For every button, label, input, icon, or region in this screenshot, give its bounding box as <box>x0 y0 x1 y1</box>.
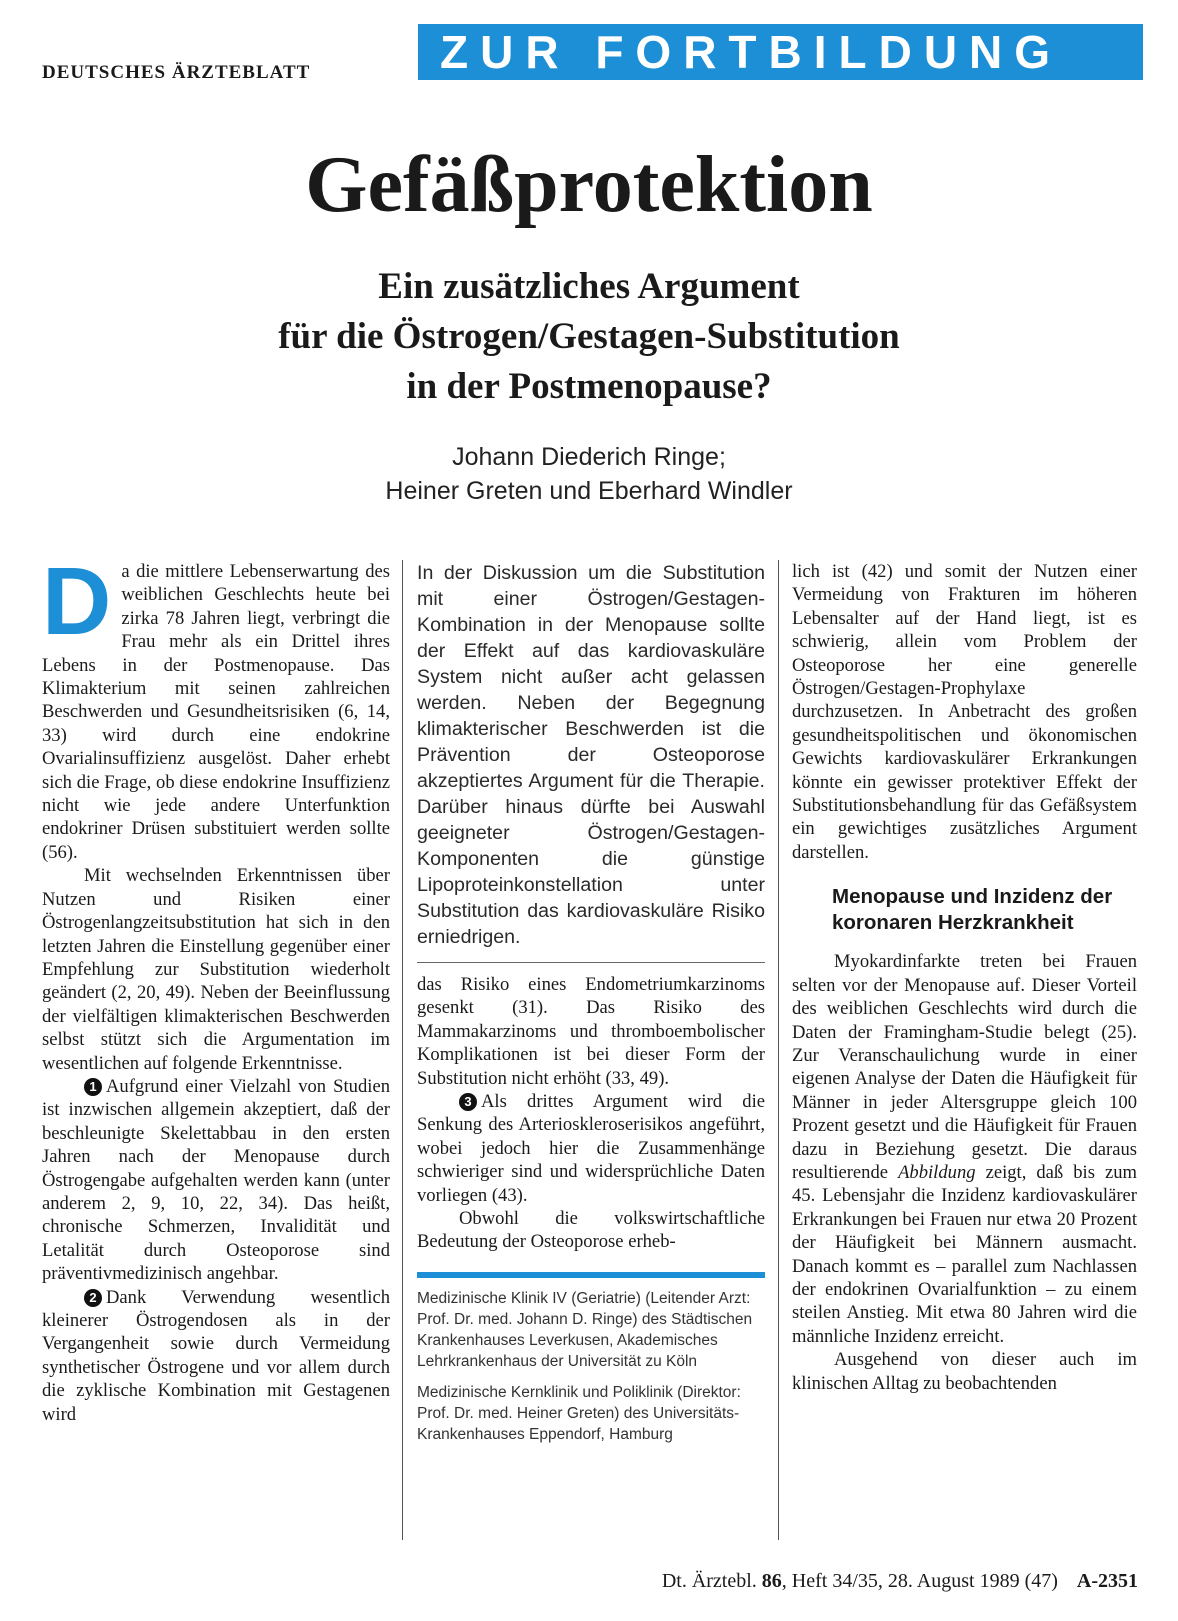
paragraph-text: Dank Verwendung wesentlich kleinerer Östrogendosen als in der Vergangenheit sowie durch Vermeidung synthetischer Östrogene und vor allem durch die zyklische Kombination mit Gestagenen wird <box>42 1286 390 1425</box>
author-line: Heiner Greten und Eberhard Windler <box>385 477 793 505</box>
paragraph-text: a die mittlere Lebenserwartung des weiblichen Geschlechts heute bei zirka 78 Jahren liegt, verbringt die Frau mehr als ein Drittel ihres Lebens in der Postmenopause. Das Klimakterium mit seinen zahlreichen Beschwerden und Gesundheitsrisiken (6, 14, 33) wird durch eine endokrine Ovarialinsuffizienz ausgelöst. Daher erhebt sich die Frage, ob diese endokrine Insuffizienz nicht wie jede andere Unterfunktion endokriner Drüsen substituiert werden sollte (56). <box>42 561 390 863</box>
paragraph <box>792 950 1137 1348</box>
affiliation: Medizinische Klinik IV (Geriatrie) (Leitender Arzt: Prof. Dr. med. Johann D. Ringe) des Städtischen Krankenhauses Leverkusen, Akademisches Lehrkrankenhaus der Universität zu Köln <box>417 1289 753 1370</box>
footer-issue: , Heft 34/35, 28. August 1989 (47) <box>781 1570 1058 1592</box>
footer-journal: Dt. Ärztebl. <box>661 1570 757 1592</box>
article-authors <box>0 440 1178 508</box>
paragraph-text: Aufgrund einer Vielzahl von Studien ist inzwischen allgemein akzeptiert, daß der beschleunigte Skelettabbau in den ersten Jahren nach der Menopause durch Östrogengabe aufgehalten werden kann (unter anderem 2, 9, 10, 22, 34). Das heißt, chronische Schmerzen, Invalidität und Letalität durch Osteoporose sind präventivmedizinisch angehbar. <box>42 1075 390 1285</box>
paragraph <box>42 548 390 864</box>
article-title: Gefäßprotektion <box>305 141 873 229</box>
paragraph-text: Myokardinfarkte treten bei Frauen selten vor der Menopause auf. Dieser Vorteil des weiblichen Geschlechts wird durch die Daten der Framingham-Studie belegt (25). Zur Veranschaulichung wurde in einer eigenen Analyse der Daten die Häufigkeit für Männer in jeder Altersgruppe gleich 100 Prozent gesetzt und die Häufigkeit für Frauen dazu in Beziehung gesetzt. Die daraus resultierende <box>792 951 1137 1183</box>
number-badge-icon: 1 <box>84 1078 102 1096</box>
paragraph <box>417 1090 765 1207</box>
footer-volume: 86 <box>761 1570 782 1592</box>
paragraph-text: zeigt, daß bis zum 45. Lebensjahr die Inzidenz kardiovaskulärer Erkrankungen bei Frauen nur etwa 20 Prozent der Häufigkeit bei Männern ausmacht. Danach kommt es – parallel zum Nachlassen der endokrinen Ovarialfunktion – zu einem steilen Anstieg. Mit etwa 80 Jahren wird die männliche Inzidenz erreicht. <box>792 1161 1137 1347</box>
column-divider <box>778 560 779 1540</box>
subtitle-line: in der Postmenopause? <box>406 366 772 407</box>
article-subtitle <box>0 262 1178 412</box>
number-badge-icon: 2 <box>84 1289 102 1307</box>
journal-name: DEUTSCHES ÄRZTEBLATT <box>42 62 311 83</box>
column-1 <box>42 548 390 1426</box>
page-footer <box>662 1570 1138 1593</box>
subtitle-line: für die Östrogen/Gestagen-Substitution <box>278 316 900 357</box>
affiliation: Medizinische Kernklinik und Poliklinik (Direktor: Prof. Dr. med. Heiner Greten) des Universitäts-Krankenhauses Eppendorf, Hamburg <box>417 1383 741 1443</box>
paragraph-text: Als drittes Argument wird die Senkung des Arterioskleroserisikos angeführt, wobei jedoch hier die Zusammenhänge schwieriger sind und widersprüchliche Daten vorliegen (43). <box>417 1091 765 1206</box>
paragraph: Obwohl die volkswirtschaftliche Bedeutung der Osteoporose erheb- <box>417 1208 765 1253</box>
subtitle-line: Ein zusätzliches Argument <box>378 266 800 307</box>
section-heading: Menopause und Inzidenz der koronaren Herzkrankheit <box>832 885 1113 935</box>
abstract-box: In der Diskussion um die Substitution mit einer Östrogen/Gestagen-Kombination in der Menopause sollte der Effekt auf das kardiovaskuläre System nicht außer acht gelassen werden. Neben der Begegnung klimakterischer Beschwerden ist die Prävention der Osteoporose akzeptiertes Argument für die Therapie. Darüber hinaus dürfte bei Auswahl geeigneter Östrogen/Gestagen-Komponenten die günstige Lipoproteinkonstellation unter Substitution das kardiovaskuläre Risiko erniedrigen. <box>417 562 765 948</box>
section-banner: ZUR FORTBILDUNG <box>418 24 1143 80</box>
column-3 <box>792 560 1137 1395</box>
author-line: Johann Diederich Ringe; <box>452 443 726 471</box>
figure-reference: Abbildung <box>898 1161 976 1183</box>
number-badge-icon: 3 <box>459 1093 477 1111</box>
column-divider <box>402 560 403 1540</box>
paragraph <box>42 1286 390 1426</box>
paragraph: Mit wechselnden Erkenntnissen über Nutzen und Risiken einer Östrogenlangzeitsubstitution hat sich in den letzten Jahren die Einstellung gegenüber einer Empfehlung zur Substitution wiederholt geändert (2, 20, 49). Neben der Beeinflussung der vielfältigen klimakterischen Beschwerden selbst stützt sich die Argumentation im wesentlichen auf folgende Erkenntnisse. <box>42 865 390 1074</box>
paragraph: lich ist (42) und somit der Nutzen einer Vermeidung von Frakturen im höheren Lebensalter auf der Hand liegt, ist es schwierig, allein vom Problem der Osteoporose her eine generelle Östrogen/Gestagen-Prophylaxe durchzusetzen. In Anbetracht des großen gesundheitspolitischen und ökonomischen Gewichts kardiovaskulärer Erkrankungen könnte ein gewisser protektiver Effekt der Substitutionsbehandlung für das Gefäßsystem ein gewichtiges zusätzliches Argument darstellen. <box>792 561 1137 863</box>
page-number: A-2351 <box>1076 1570 1138 1592</box>
paragraph: das Risiko eines Endometriumkarzinoms gesenkt (31). Das Risiko des Mammakarzinoms und thromboembolischer Komplikationen ist bei dieser Form der Substitution nicht erhöht (33, 49). <box>417 974 765 1089</box>
column-2 <box>417 560 765 1455</box>
divider <box>417 962 765 963</box>
affiliations <box>417 1288 765 1445</box>
drop-cap: D <box>42 548 112 655</box>
paragraph: Ausgehend von dieser auch im klinischen Alltag zu beobachtenden <box>792 1349 1137 1394</box>
affiliation-rule <box>417 1272 765 1278</box>
paragraph <box>42 1075 390 1286</box>
